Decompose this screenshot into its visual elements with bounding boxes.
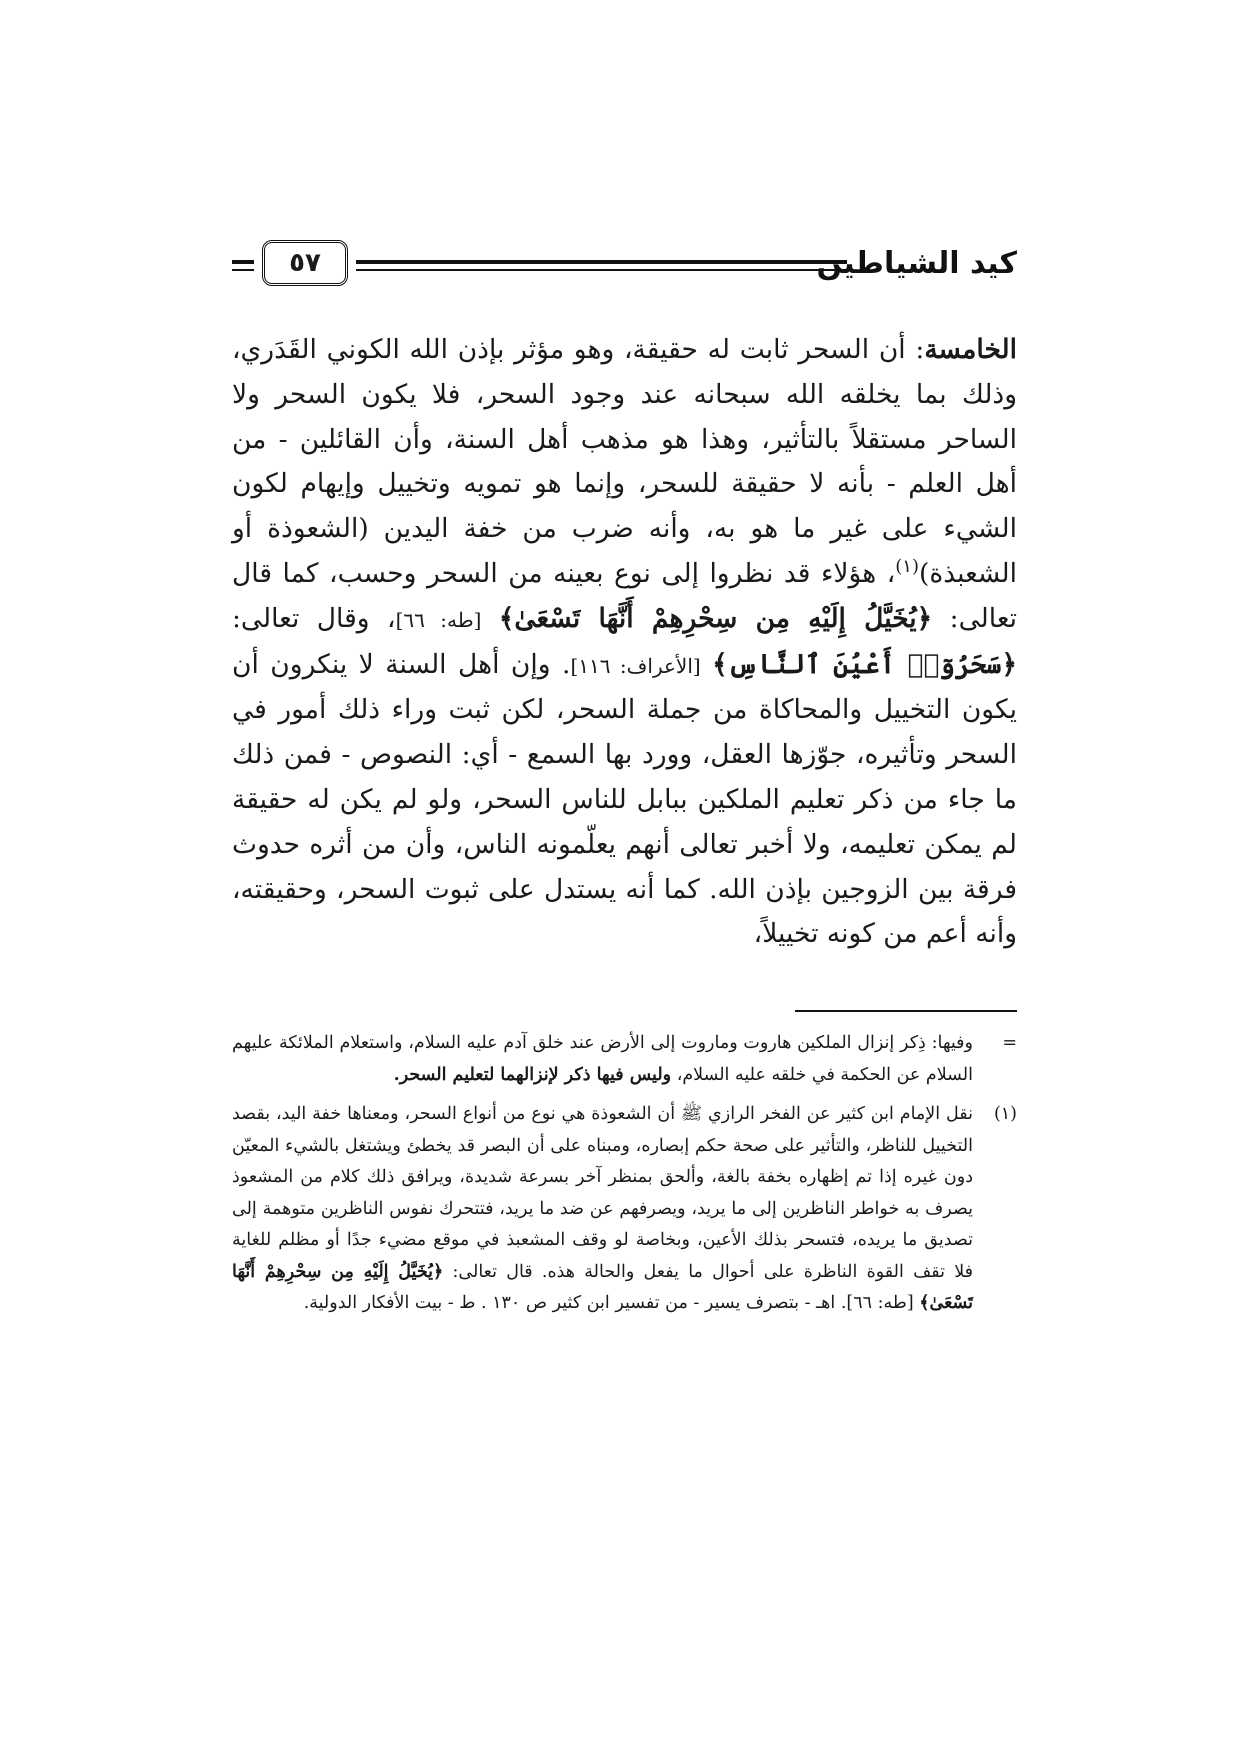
verse-citation-1: [طه: ٦٦] <box>395 607 482 632</box>
continuation-bold: وليس فيها ذكر لإنزالهما لتعليم السحر. <box>393 1064 672 1085</box>
footnote-1-quran: ﴿يُخَيَّلُ إِلَيْهِ مِن سِحْرِهِمْ أَنَّهَا تَسْعَىٰ﴾ <box>232 1261 973 1313</box>
main-text <box>232 328 1017 957</box>
quran-verse-1: ﴿يُخَيَّلُ إِلَيْهِ مِن سِحْرِهِمْ أَنَّهَا تَسْعَىٰ﴾ <box>498 602 933 634</box>
footnote-continuation <box>232 1028 1017 1091</box>
continuation-marker: = <box>1002 1033 1017 1053</box>
footnote-divider <box>795 1010 1017 1012</box>
continuation-body: وفيها: ذِكر إنزال الملكين هاروت وماروت إلى الأرض عند خلق آدم عليه السلام، واستعلام الملائكة عليهم السلام عن الحكمة في خلقه عليه السلام، <box>232 1033 973 1085</box>
header-rule-left <box>232 260 254 271</box>
para-part-1: : أن السحر ثابت له حقيقة، وهو مؤثر بإذن الله الكوني القَدَري، وذلك بما يخلقه الله سبحانه عند وجود السحر، فلا يكون السحر ولا الساحر مستقلاً بالتأثير، وهذا هو مذهب أهل السنة، وأن القائلين - من أهل العلم - بأنه لا حقيقة للسحر، وإنما هو تمويه وتخييل وإيهام لكون الشيء على غير ما هو به، وأنه ضرب من خفة اليدين (الشعوذة أو الشعبذة) <box>232 334 1017 589</box>
para-part-3: ، وقال تعالى: <box>232 602 396 634</box>
footnote-1-text <box>232 1099 973 1320</box>
para-part-4: . وإن أهل السنة لا ينكرون أن يكون التخييل والمحاكاة من جملة السحر، لكن ثبت وراء ذلك أمور في السحر وتأثيره، جوّزها العقل، وورد بها السمع - أي: النصوص - فمن ذلك ما جاء من ذكر تعليم الملكين ببابل للناس السحر، ولو لم يكن له حقيقة لم يمكن تعليمه، ولا أخبر تعالى أنهم يعلّمونه الناس، وأن من أثره حدوث فرقة بين الزوجين بإذن الله. كما أنه يستدل على ثبوت السحر، وحقيقته، وأنه أعم من كونه تخييلاً، <box>232 648 1017 950</box>
header-rule <box>356 260 847 271</box>
lead-word: الخامسة <box>924 334 1017 365</box>
footnote-ref[interactable]: (١) <box>895 556 919 578</box>
running-title: كيد الشياطين <box>816 246 1017 281</box>
page-header <box>232 238 1017 298</box>
page-number: ٥٧ <box>262 240 348 286</box>
main-paragraph <box>232 328 1017 957</box>
footnote-1-body: نقل الإمام ابن كثير عن الفخر الرازي ﷺ أن الشعوذة هي نوع من أنواع السحر، ومعناها خفة اليد، بقصد التخييل للناظر، والتأثير على صحة حكم إبصاره، ومبناه على أن البصر قد يخطئ ويشتغل بالشيء المعيّن دون غيره إذا تم إظهاره بخفة بالغة، وألحق بمنظر آخر بسرعة شديدة، ويرافق ذلك كلام من المشعوذ يصرف به خواطر الناظرين إلى ما يريد، ويصرفهم عن ضد ما يريد، فتتحرك نفوس الناظرين متوهمة إلى تصديق ما يريده، فتسحر بذلك الأعين، وبخاصة لو وقف المشعبذ في موقع مضيء جدًا أو مظلم للغاية فلا تقف القوة الناظرة على أحوال ما يفعل والحالة هذه. قال تعالى: <box>232 1104 974 1282</box>
quran-verse-2: ﴿سَحَرُوٓا۟ أَعْيُنَ ٱلنَّاسِ﴾ <box>712 648 1017 680</box>
continuation-text <box>232 1028 973 1091</box>
verse-citation-2: [الأعراف: ١١٦] <box>570 653 701 678</box>
footnote-1-tail: . اهـ - بتصرف يسير - من تفسير ابن كثير ص ١٣٠ . ط - بيت الأفكار الدولية. <box>303 1293 847 1313</box>
footnotes <box>232 1028 1017 1328</box>
footnote-1 <box>232 1099 1017 1320</box>
footnote-1-citation: [طه: ٦٦] <box>846 1293 914 1313</box>
footnote-1-marker: (١) <box>993 1104 1017 1124</box>
para-part-2: ، هؤلاء قد نظروا إلى نوع بعينه من السحر وحسب، كما قال تعالى: <box>232 557 1017 634</box>
